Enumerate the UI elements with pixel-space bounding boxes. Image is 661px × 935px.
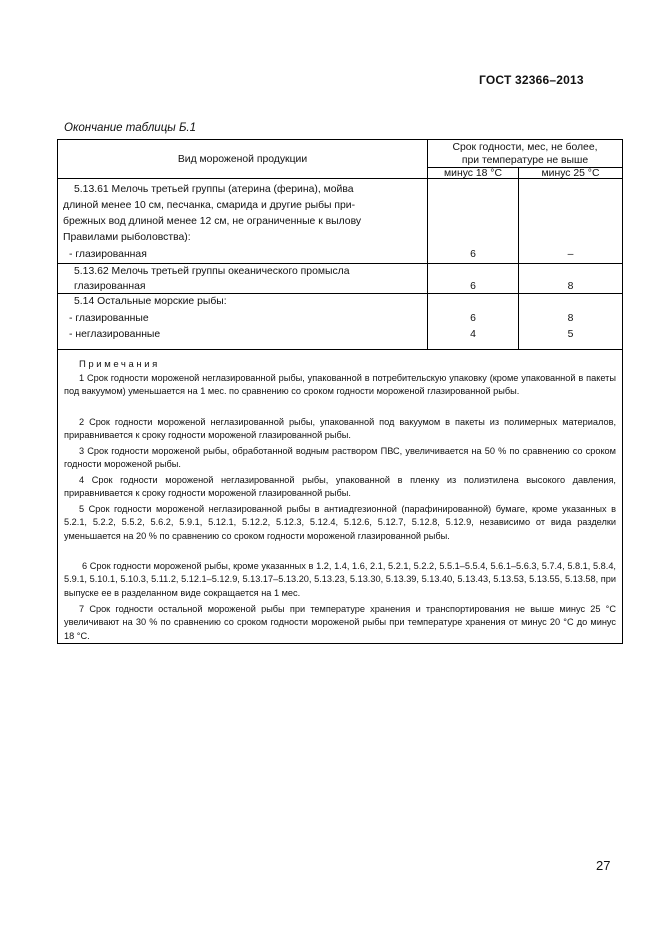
note-3: 3 Срок годности мороженой рыбы, обработанной водным раствором ПВС, увеличивается на 50 % по сравнению со сроком годности мороженой рыбы. bbox=[64, 446, 616, 470]
page-number: 27 bbox=[596, 858, 611, 873]
shelf-life-table bbox=[57, 139, 623, 644]
row-line-1 bbox=[58, 263, 622, 264]
col-shelf-life-header-line1: Срок годности, мес, не более, bbox=[452, 142, 598, 153]
row3-line3: - неглазированные bbox=[69, 329, 161, 340]
col-shelf-life-header-line2: при температуре не выше bbox=[461, 155, 589, 166]
note-4: 4 Срок годности мороженой неглазированной рыбы, упакованной в пленку из полиэтилена высокого давления, приравнивается к сроку годности мороженой глазированной рыбы. bbox=[64, 475, 616, 499]
row3-t18-glazed: 6 bbox=[470, 313, 476, 324]
row1-line4: Правилами рыболовства): bbox=[63, 232, 191, 243]
row-line-3 bbox=[58, 349, 622, 350]
standard-number: ГОСТ 32366–2013 bbox=[479, 73, 584, 87]
row3-line1: 5.14 Остальные морские рыбы: bbox=[74, 296, 227, 307]
note-1: 1 Срок годности мороженой неглазированной рыбы, упакованной в потребительскую упаковку (кроме упакованной в пакеты под вакуумом) уменьшается на 1 мес. по сравнению со сроком годности мороженой глазированной рыбы. bbox=[64, 373, 616, 397]
notes-title: Примечания bbox=[79, 359, 160, 370]
row1-t25-value: – bbox=[567, 249, 574, 260]
note-7: 7 Срок годности остальной мороженой рыбы при температуре хранения и транспортирования не выше минус 25 °С увеличивают на 30 % по сравнению со сроком годности мороженой рыбы при температуре хранения от минус 20 °С до минус 18 °С. bbox=[64, 604, 616, 641]
col-product-header: Вид мороженой продукции bbox=[177, 154, 308, 165]
note-6: 6 Срок годности мороженой рыбы, кроме указанных в 1.2, 1.4, 1.6, 2.1, 5.2.1, 5.2.2, 5.5.1–5.5.4, 5.6.1–5.6.3, 5.7.4, 5.8.1, 5.8.4, 5.9.1, 5.10.1, 5.10.3, 5.11.2, 5.12.1–5.12.9, 5.13.17–5.13.20, 5.13.23, 5.13.30, 5.13.39, 5.13.40, 5.13.43, 5.13.53, 5.13.55, 5.13.58, при выпуске ее в разделанном виде сокращается на 1 мес. bbox=[64, 561, 616, 598]
col-temp-18-header: минус 18 °С bbox=[444, 168, 502, 179]
row1-line5: - глазированная bbox=[69, 249, 147, 260]
note-2: 2 Срок годности мороженой неглазированной рыбы, упакованной под вакуумом в пакеты из полимерных материалов, приравнивается к сроку годности мороженой глазированной рыбы. bbox=[64, 417, 616, 441]
row2-t25-value: 8 bbox=[567, 281, 574, 292]
row1-line3: брежных вод длиной менее 12 см, не ограниченные к вылову bbox=[63, 216, 362, 227]
row-line-2 bbox=[58, 293, 622, 294]
row3-t25-unglazed: 5 bbox=[567, 329, 574, 340]
row1-t18-value: 6 bbox=[470, 249, 476, 260]
note-5: 5 Срок годности мороженой неглазированной рыбы в антиадгезионной (парафинированной) бумаге, кроме указанных в 5.2.1, 5.2.2, 5.5.2, 5.6.2, 5.9.1, 5.12.1, 5.12.2, 5.12.3, 5.12.4, 5.12.6, 5.12.7, 5.12.8, 5.12.9, независимо от вида разделки уменьшается на 20 % по сравнению со сроком годности мороженой глазированной рыбы. bbox=[64, 504, 616, 541]
row1-line2: длиной менее 10 см, песчанка, смарида и другие рыбы при- bbox=[63, 200, 356, 211]
col-temp-25-header: минус 25 °С bbox=[541, 168, 600, 179]
row3-line2: - глазированные bbox=[69, 313, 149, 324]
row2-line2: глазированная bbox=[74, 281, 146, 292]
row2-line1: 5.13.62 Мелочь третьей группы океанического промысла bbox=[74, 266, 350, 277]
row1-line1: 5.13.61 Мелочь третьей группы (атерина (ферина), мойва bbox=[74, 184, 354, 195]
table-caption: Окончание таблицы Б.1 bbox=[64, 122, 197, 134]
row3-t25-glazed: 8 bbox=[567, 313, 574, 324]
row2-t18-value: 6 bbox=[470, 281, 476, 292]
row3-t18-unglazed: 4 bbox=[470, 329, 476, 340]
